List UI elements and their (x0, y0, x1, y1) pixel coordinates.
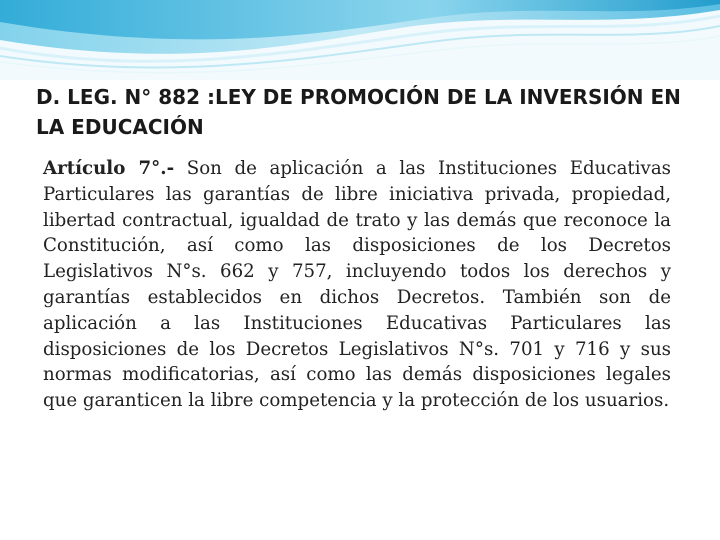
decorative-wave-banner (0, 0, 720, 80)
article-text: Son de aplicación a las Instituciones Educativas Particulares las garantías de libre iniciativa privada, propiedad, libertad contractual, igualdad de trato y las demás que reconoce la Constitución, así como las disposiciones de los Decretos Legislativos N°s. 662 y 757, incluyendo todos los derechos y garantías establecidos en dichos Decretos. También son de aplicación a las Instituciones Educativas Particulares las disposiciones de los Decretos Legislativos N°s. 701 y 716 y sus normas modificatorias, así como las demás disposiciones legales que garanticen la libre competencia y la protección de los usuarios. (43, 158, 671, 412)
article-label: Artículo 7°.- (43, 158, 175, 179)
article-paragraph (43, 156, 671, 414)
slide-title: D. LEG. N° 882 :LEY DE PROMOCIÓN DE LA INVERSIÓN EN LA EDUCACIÓN (36, 85, 681, 139)
